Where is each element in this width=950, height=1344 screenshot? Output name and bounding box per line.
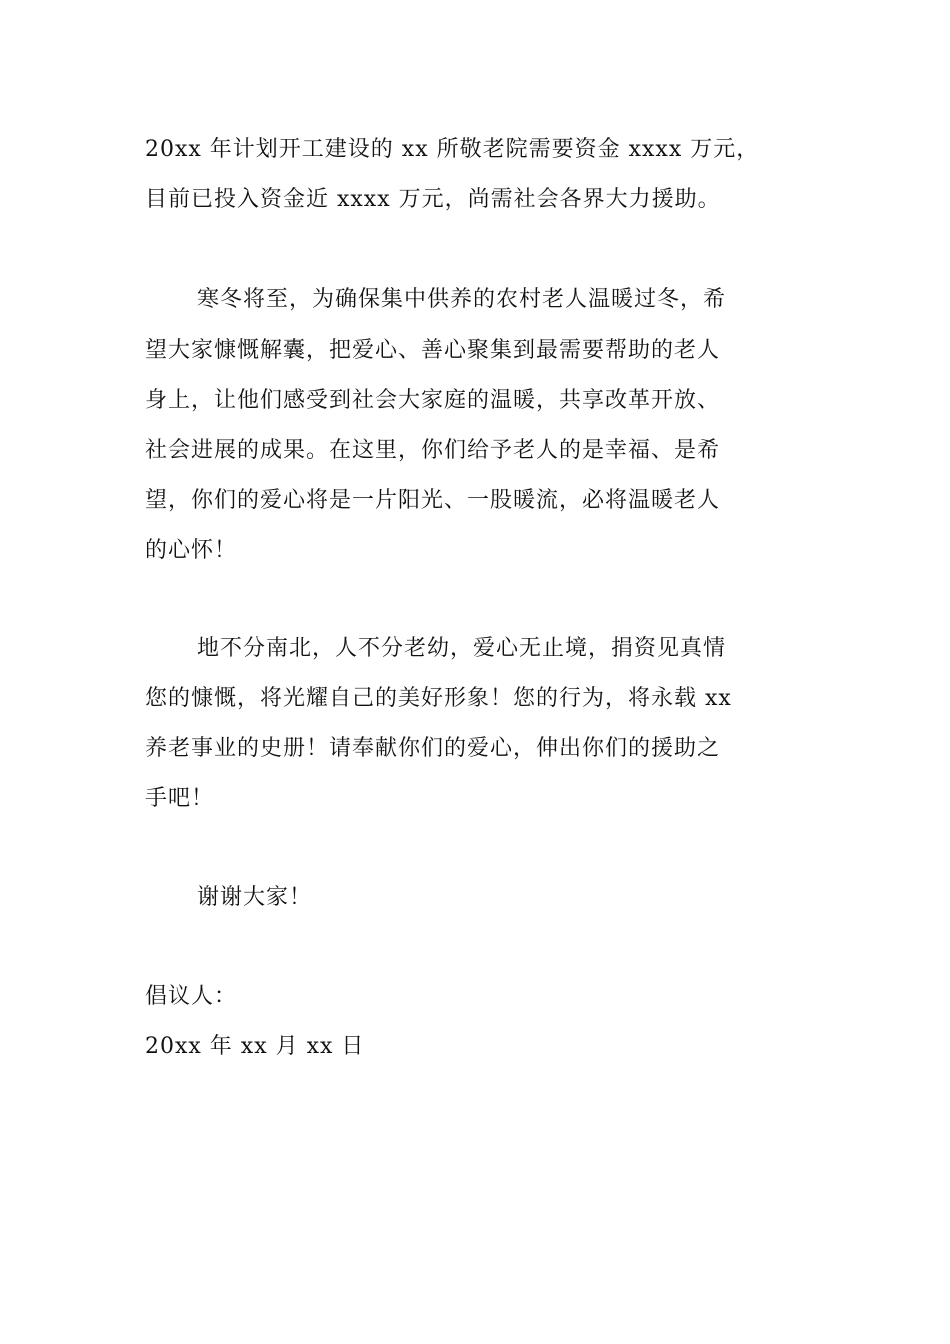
paragraph-2-line-1: 寒冬将至，为确保集中供养的农村老人温暖过冬，希 — [197, 287, 727, 312]
paragraph-2-line-5: 望，你们的爱心将是一片阳光、一股暖流，必将温暖老人 — [145, 488, 721, 513]
paragraph-2-line-2: 望大家慷慨解囊，把爱心、善心聚集到最需要帮助的老人 — [145, 338, 721, 363]
paragraph-2-line-4: 社会进展的成果。在这里，你们给予老人的是幸福、是希 — [145, 438, 721, 463]
paragraph-3-line-4: 手吧！ — [145, 786, 215, 811]
paragraph-2-line-6: 的心怀！ — [145, 538, 238, 563]
paragraph-2-line-3: 身上，让他们感受到社会大家庭的温暖，共享改革开放、 — [145, 388, 721, 413]
paragraph-3-line-1: 地不分南北，人不分老幼，爱心无止境，捐资见真情 — [197, 636, 727, 661]
thanks-line: 谢谢大家！ — [197, 885, 313, 910]
paragraph-3-line-3: 养老事业的史册！请奉献你们的爱心，伸出你们的援助之 — [145, 736, 721, 761]
paragraph-3-line-2: 您的慷慨，将光耀自己的美好形象！您的行为，将永载 xx — [145, 686, 732, 711]
paragraph-1-line-2: 目前已投入资金近 xxxx 万元，尚需社会各界大力援助。 — [145, 187, 721, 212]
signer-label: 倡议人： — [145, 984, 238, 1009]
paragraph-1-line-1: 20xx 年计划开工建设的 xx 所敬老院需要资金 xxxx 万元， — [145, 137, 760, 162]
date-line: 20xx 年 xx 月 xx 日 — [145, 1034, 365, 1059]
